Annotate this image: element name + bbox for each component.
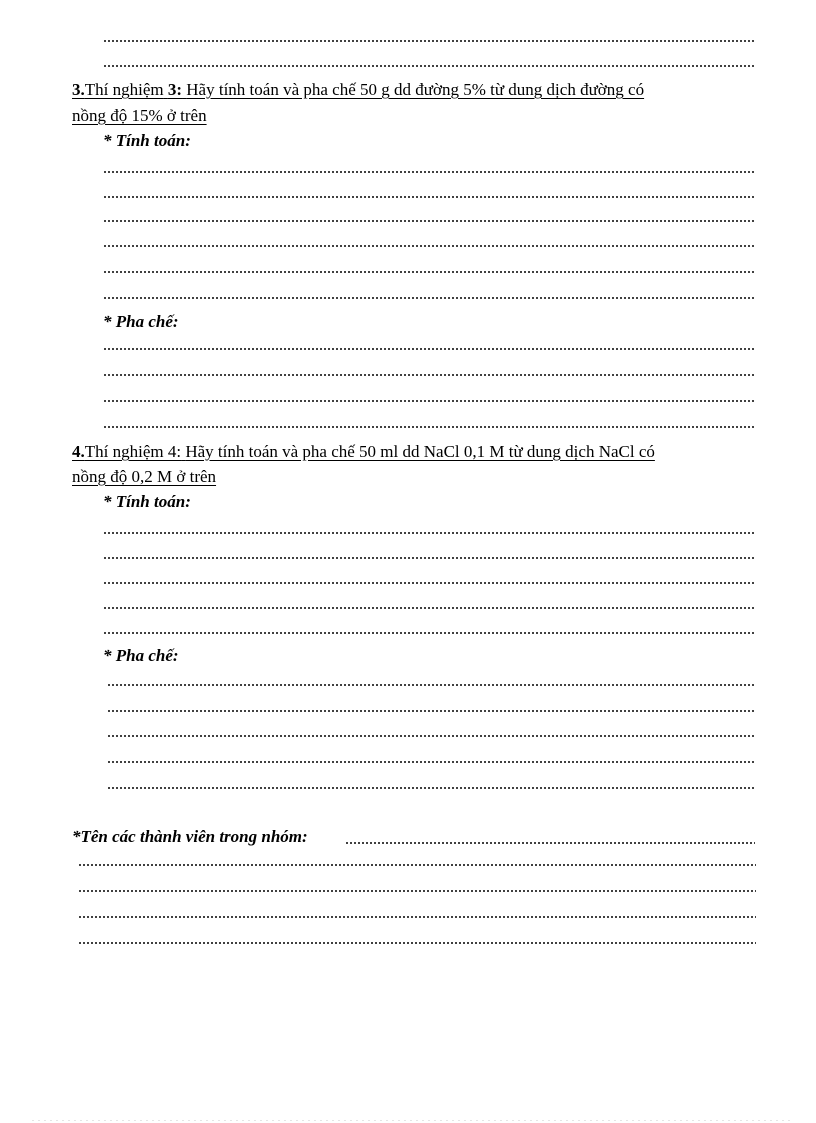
answer-line[interactable] [78,942,756,944]
experiment-3-num: 3: [167,80,183,99]
answer-line[interactable] [103,271,755,273]
experiment-3-number: 3. [72,80,85,99]
answer-line[interactable] [107,761,755,763]
answer-line[interactable] [103,65,755,67]
experiment-4-label: Thí nghiệm 4: [84,442,182,461]
experiment-3-task: Hãy tính toán và pha chế 50 g dd đường 5% từ dung dịch đường có [186,80,645,99]
experiment-3-calc-label: * Tính toán: [103,131,191,150]
answer-line[interactable] [103,220,755,222]
answer-line[interactable] [103,297,755,299]
answer-line[interactable] [107,787,755,789]
experiment-4-task: Hãy tính toán và pha chế 50 ml dd NaCl 0,1 M từ dung dịch NaCl có [185,442,655,461]
answer-line[interactable] [107,710,755,712]
experiment-4-prep-label: * Pha chế: [103,646,179,665]
page-edge-divider [30,1120,790,1121]
answer-line[interactable] [103,532,755,534]
answer-line[interactable] [103,374,755,376]
answer-line[interactable] [103,557,755,559]
answer-line[interactable] [103,245,755,247]
answer-line[interactable] [103,400,755,402]
answer-line[interactable] [107,684,755,686]
experiment-3-label: Thí nghiệm [84,80,164,99]
answer-line[interactable] [78,864,756,866]
answer-line[interactable] [78,916,756,918]
answer-line[interactable] [107,735,755,737]
answer-line[interactable] [103,171,755,173]
experiment-4-number: 4. [72,442,85,461]
answer-line[interactable] [103,40,755,42]
answer-line[interactable] [103,632,755,634]
answer-line[interactable] [103,426,755,428]
answer-line[interactable] [78,890,756,892]
answer-line[interactable] [103,196,755,198]
experiment-4-heading-line2: nồng độ 0,2 M ở trên [72,467,217,486]
experiment-3-heading-line2: nồng độ 15% ở trên [72,106,207,125]
experiment-3-heading [72,80,644,100]
experiment-4-heading [72,442,655,462]
answer-line[interactable] [103,607,755,609]
answer-line[interactable] [345,842,755,844]
experiment-4-calc-label: * Tính toán: [103,492,191,511]
experiment-3-prep-label: * Pha chế: [103,312,179,331]
answer-line[interactable] [103,348,755,350]
group-members-label: *Tên các thành viên trong nhóm: [72,827,308,846]
answer-line[interactable] [103,582,755,584]
